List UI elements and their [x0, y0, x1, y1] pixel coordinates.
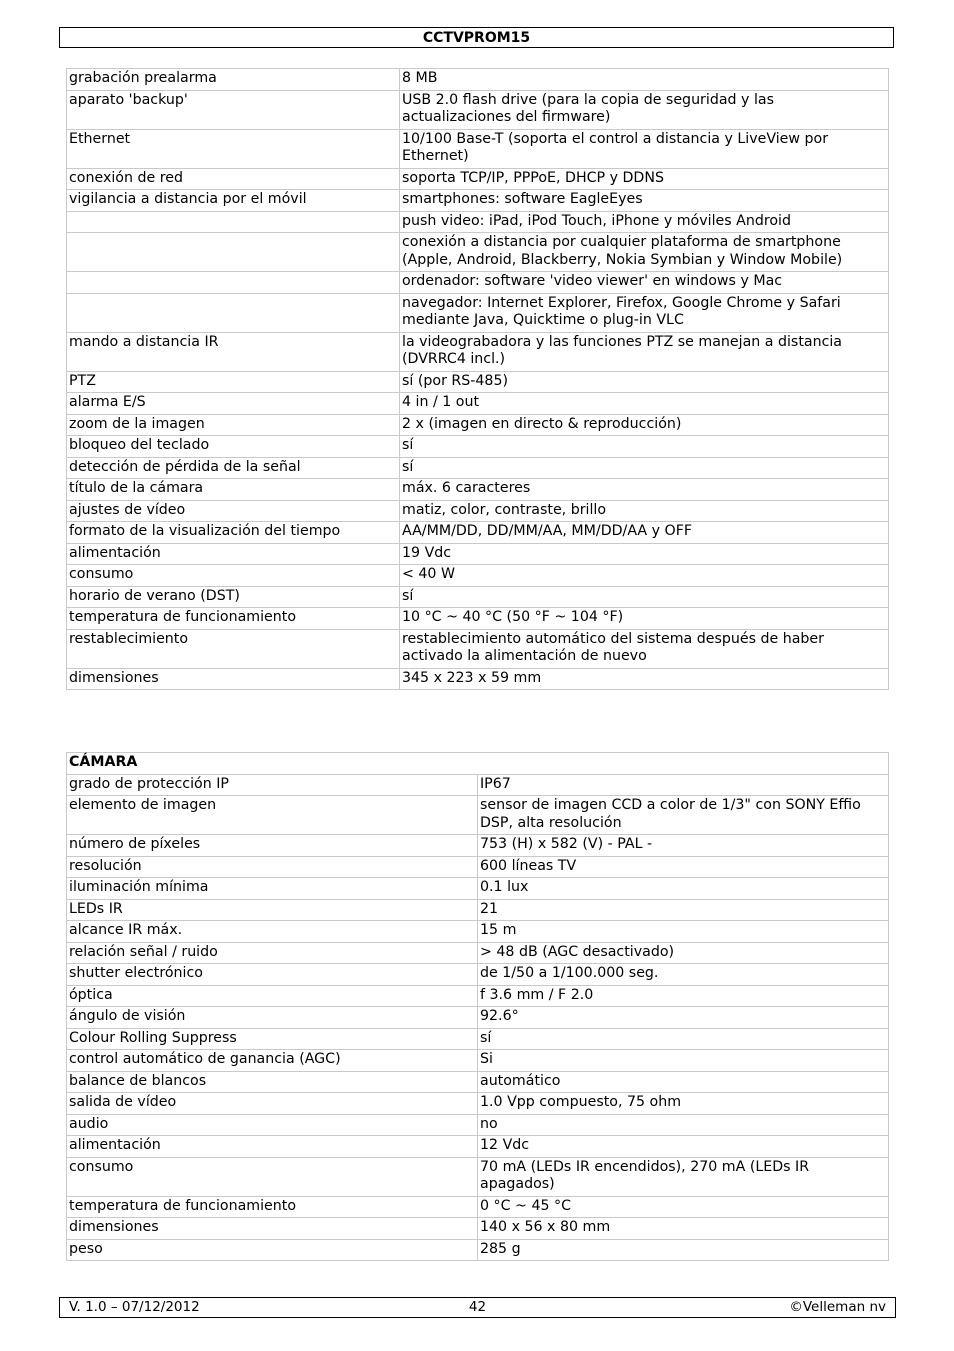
- table-row: [67, 1071, 889, 1093]
- table-row: [67, 332, 889, 371]
- spec-value: 15 m: [478, 921, 889, 943]
- spec-label: mando a distancia IR: [67, 332, 400, 371]
- spec-label: salida de vídeo: [67, 1093, 478, 1115]
- table-row: [67, 878, 889, 900]
- spec-label: PTZ: [67, 371, 400, 393]
- version-date: V. 1.0 – 07/12/2012: [69, 1299, 200, 1315]
- spec-value: < 40 W: [400, 565, 889, 587]
- table-row: [67, 565, 889, 587]
- table-row: [67, 233, 889, 272]
- spec-value: f 3.6 mm / F 2.0: [478, 985, 889, 1007]
- spec-label: vigilancia a distancia por el móvil: [67, 190, 400, 212]
- spec-value: no: [478, 1114, 889, 1136]
- spec-label: alarma E/S: [67, 393, 400, 415]
- spec-label: título de la cámara: [67, 479, 400, 501]
- table-row: [67, 1239, 889, 1261]
- spec-value: sí: [400, 586, 889, 608]
- table-row: [67, 522, 889, 544]
- spec-value: 21: [478, 899, 889, 921]
- spec-label: temperatura de funcionamiento: [67, 1196, 478, 1218]
- spec-label: ángulo de visión: [67, 1007, 478, 1029]
- spec-label: [67, 272, 400, 294]
- spec-label: horario de verano (DST): [67, 586, 400, 608]
- spec-value: 4 in / 1 out: [400, 393, 889, 415]
- table-row: [67, 457, 889, 479]
- spec-label: aparato 'backup': [67, 90, 400, 129]
- spec-table-general: [66, 68, 889, 690]
- spec-value: > 48 dB (AGC desactivado): [478, 942, 889, 964]
- table-row: [67, 774, 889, 796]
- spec-value: sí: [400, 457, 889, 479]
- table-row: [67, 1157, 889, 1196]
- table-row: [67, 835, 889, 857]
- spec-label: peso: [67, 1239, 478, 1261]
- spec-value: 1.0 Vpp compuesto, 75 ohm: [478, 1093, 889, 1115]
- spec-value: sí (por RS-485): [400, 371, 889, 393]
- table-row: [67, 1028, 889, 1050]
- table-row: [67, 1114, 889, 1136]
- spec-value: sensor de imagen CCD a color de 1/3" con SONY Effio DSP, alta resolución: [478, 796, 889, 835]
- table-row: [67, 211, 889, 233]
- table-row: [67, 921, 889, 943]
- spec-label: zoom de la imagen: [67, 414, 400, 436]
- spec-label: restablecimiento: [67, 629, 400, 668]
- spec-label: LEDs IR: [67, 899, 478, 921]
- spec-value: 92.6°: [478, 1007, 889, 1029]
- spec-label: temperatura de funcionamiento: [67, 608, 400, 630]
- table-row: [67, 586, 889, 608]
- spec-label: bloqueo del teclado: [67, 436, 400, 458]
- product-code: CCTVPROM15: [422, 30, 531, 46]
- table-row: [67, 608, 889, 630]
- spec-label: Ethernet: [67, 129, 400, 168]
- spec-label: formato de la visualización del tiempo: [67, 522, 400, 544]
- spec-label: Colour Rolling Suppress: [67, 1028, 478, 1050]
- spec-label: balance de blancos: [67, 1071, 478, 1093]
- spec-value: 0.1 lux: [478, 878, 889, 900]
- spec-value: smartphones: software EagleEyes: [400, 190, 889, 212]
- table-row: [67, 1218, 889, 1240]
- spec-value: conexión a distancia por cualquier plataforma de smartphone (Apple, Android, Blackberry, Nokia Symbian y Window Mobile): [400, 233, 889, 272]
- spec-value: ordenador: software 'video viewer' en windows y Mac: [400, 272, 889, 294]
- table-row: [67, 69, 889, 91]
- table-row: [67, 796, 889, 835]
- spec-value: USB 2.0 flash drive (para la copia de seguridad y las actualizaciones del firmware): [400, 90, 889, 129]
- spec-label: grado de protección IP: [67, 774, 478, 796]
- table-row: [67, 371, 889, 393]
- spec-label: [67, 211, 400, 233]
- spec-value: automático: [478, 1071, 889, 1093]
- spec-value: 285 g: [478, 1239, 889, 1261]
- table-row: [67, 168, 889, 190]
- spec-value: push video: iPad, iPod Touch, iPhone y móviles Android: [400, 211, 889, 233]
- spec-value: 10/100 Base-T (soporta el control a distancia y LiveView por Ethernet): [400, 129, 889, 168]
- page-footer: [59, 1297, 896, 1318]
- table-row: [67, 1136, 889, 1158]
- spec-label: control automático de ganancia (AGC): [67, 1050, 478, 1072]
- table-row: [67, 1050, 889, 1072]
- table-row: [67, 942, 889, 964]
- spec-label: alimentación: [67, 1136, 478, 1158]
- spec-value: 345 x 223 x 59 mm: [400, 668, 889, 690]
- spec-value: restablecimiento automático del sistema después de haber activado la alimentación de nuevo: [400, 629, 889, 668]
- spec-value: matiz, color, contraste, brillo: [400, 500, 889, 522]
- spec-label: dimensiones: [67, 668, 400, 690]
- table-row: [67, 1196, 889, 1218]
- spec-label: [67, 293, 400, 332]
- spec-value: 10 °C ~ 40 °C (50 °F ~ 104 °F): [400, 608, 889, 630]
- table-row: [67, 964, 889, 986]
- spec-value: soporta TCP/IP, PPPoE, DHCP y DDNS: [400, 168, 889, 190]
- spec-label: consumo: [67, 565, 400, 587]
- spec-label: iluminación mínima: [67, 878, 478, 900]
- spec-label: audio: [67, 1114, 478, 1136]
- spec-value: la videograbadora y las funciones PTZ se manejan a distancia (DVRRC4 incl.): [400, 332, 889, 371]
- spec-value: 2 x (imagen en directo & reproducción): [400, 414, 889, 436]
- spec-value: 19 Vdc: [400, 543, 889, 565]
- table-row: [67, 414, 889, 436]
- spec-label: ajustes de vídeo: [67, 500, 400, 522]
- spec-label: elemento de imagen: [67, 796, 478, 835]
- spec-table-camera: [66, 752, 889, 1261]
- page-number: 42: [468, 1299, 487, 1315]
- table-row: [67, 90, 889, 129]
- spec-value: IP67: [478, 774, 889, 796]
- spec-value: máx. 6 caracteres: [400, 479, 889, 501]
- spec-label: [67, 233, 400, 272]
- spec-value: 600 líneas TV: [478, 856, 889, 878]
- spec-label: alcance IR máx.: [67, 921, 478, 943]
- spec-value: 0 °C ~ 45 °C: [478, 1196, 889, 1218]
- table-row: [67, 436, 889, 458]
- spec-value: Si: [478, 1050, 889, 1072]
- table-row: [67, 629, 889, 668]
- table-row: [67, 129, 889, 168]
- spec-value: navegador: Internet Explorer, Firefox, Google Chrome y Safari mediante Java, Quicktime o plug-in VLC: [400, 293, 889, 332]
- table-row: [67, 479, 889, 501]
- spec-label: conexión de red: [67, 168, 400, 190]
- spec-label: consumo: [67, 1157, 478, 1196]
- spec-label: relación señal / ruido: [67, 942, 478, 964]
- table-row: [67, 393, 889, 415]
- table-row: [67, 293, 889, 332]
- spec-value: AA/MM/DD, DD/MM/AA, MM/DD/AA y OFF: [400, 522, 889, 544]
- spec-label: óptica: [67, 985, 478, 1007]
- copyright: ©Velleman nv: [789, 1299, 886, 1315]
- spec-value: de 1/50 a 1/100.000 seg.: [478, 964, 889, 986]
- table-row: [67, 668, 889, 690]
- table-row: [67, 500, 889, 522]
- spec-label: número de píxeles: [67, 835, 478, 857]
- spec-label: alimentación: [67, 543, 400, 565]
- spec-label: resolución: [67, 856, 478, 878]
- table-section-header: [67, 753, 889, 775]
- table-row: [67, 985, 889, 1007]
- table-row: [67, 899, 889, 921]
- spec-label: grabación prealarma: [67, 69, 400, 91]
- spec-value: 12 Vdc: [478, 1136, 889, 1158]
- spec-value: 8 MB: [400, 69, 889, 91]
- table-row: [67, 190, 889, 212]
- spec-value: sí: [400, 436, 889, 458]
- page-header: [59, 27, 894, 48]
- spec-value: sí: [478, 1028, 889, 1050]
- table-row: [67, 543, 889, 565]
- spec-label: detección de pérdida de la señal: [67, 457, 400, 479]
- table-row: [67, 1093, 889, 1115]
- table-row: [67, 1007, 889, 1029]
- spec-value: 140 x 56 x 80 mm: [478, 1218, 889, 1240]
- spec-value: 70 mA (LEDs IR encendidos), 270 mA (LEDs IR apagados): [478, 1157, 889, 1196]
- spec-label: dimensiones: [67, 1218, 478, 1240]
- table-row: [67, 272, 889, 294]
- section-title: CÁMARA: [67, 753, 889, 775]
- table-row: [67, 856, 889, 878]
- spec-value: 753 (H) x 582 (V) - PAL -: [478, 835, 889, 857]
- spec-label: shutter electrónico: [67, 964, 478, 986]
